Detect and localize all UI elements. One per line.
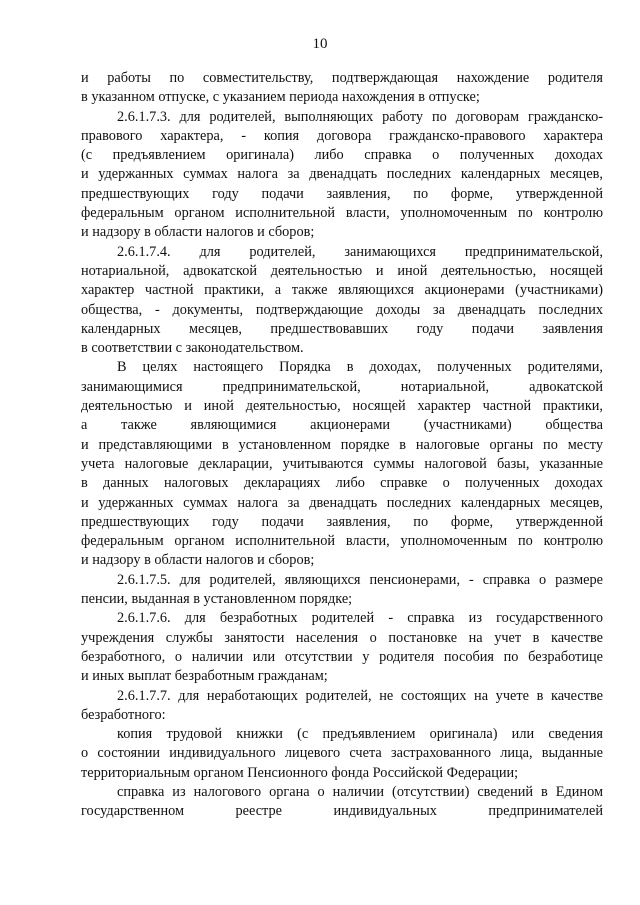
text-line: федеральным органом исполнительной власти, уполномоченным по контролю xyxy=(81,533,603,550)
text-line: безработного: xyxy=(81,706,166,723)
text-line: учреждения службы занятости населения о постановке на учет в качестве xyxy=(81,629,603,646)
text-line: 2.6.1.7.3. для родителей, выполняющих работу по договорам гражданско- xyxy=(117,108,603,125)
page-number: 10 xyxy=(312,36,328,52)
text-line: и удержанных суммах налога за двенадцать последних календарных месяцев, xyxy=(81,494,603,511)
text-line: в соответствии с законодательством. xyxy=(81,340,304,357)
text-line: справка из налогового органа о наличии (отсутствии) сведений в Едином xyxy=(117,783,603,800)
text-line: о состоянии индивидуального лицевого счета застрахованного лица, выданные xyxy=(81,745,603,762)
text-line: правового характера, - копия договора гражданско-правового характера xyxy=(81,127,603,144)
text-line: 2.6.1.7.5. для родителей, являющихся пенсионерами, - справка о размере xyxy=(117,571,603,588)
text-line: нотариальной, адвокатской деятельностью и иной деятельностью, носящей xyxy=(81,262,603,279)
text-line: деятельностью и иной деятельностью, носящей характер частной практики, xyxy=(81,398,603,415)
text-line: и иных выплат безработным гражданам; xyxy=(81,668,328,685)
text-line: в указанном отпуске, с указанием периода нахождения в отпуске; xyxy=(81,89,480,106)
text-line: занимающимися предпринимательской, нотариальной, адвокатской xyxy=(81,378,603,395)
text-line: и надзору в области налогов и сборов; xyxy=(81,224,315,241)
text-line: территориальным органом Пенсионного фонда Российской Федерации; xyxy=(81,764,519,781)
text-line: и работы по совместительству, подтверждающая нахождение родителя xyxy=(81,70,603,86)
text-line: предшествующих году подачи заявления, по форме, утвержденной xyxy=(81,513,603,530)
text-line: 2.6.1.7.6. для безработных родителей - справка из государственного xyxy=(117,610,603,627)
text-line: 2.6.1.7.4. для родителей, занимающихся предпринимательской, xyxy=(117,243,603,260)
text-line: и представляющими в установленном порядке в налоговые органы по месту xyxy=(81,436,603,453)
text-line: пенсии, выданная в установленном порядке; xyxy=(81,591,353,608)
text-line: В целях настоящего Порядка в доходах, полученных родителями, xyxy=(117,359,603,376)
text-line: календарных месяцев, предшествовавших году подачи заявления xyxy=(81,320,603,337)
text-line: государственном реестре индивидуальных предпринимателей xyxy=(81,803,603,820)
text-line: (с предъявлением оригинала) либо справка о полученных доходах xyxy=(81,147,603,164)
text-line: учета налоговые декларации, учитываются суммы налоговой базы, указанные xyxy=(81,455,603,472)
text-line: федеральным органом исполнительной власти, уполномоченным по контролю xyxy=(81,205,603,222)
text-line: и надзору в области налогов и сборов; xyxy=(81,552,315,569)
text-line: копия трудовой книжки (с предъявлением оригинала) или сведения xyxy=(117,726,603,743)
text-line: общества, - документы, подтверждающие доходы за двенадцать последних xyxy=(81,301,603,318)
text-line: а также являющимися акционерами (участниками) общества xyxy=(81,417,603,434)
text-line: и удержанных суммах налога за двенадцать последних календарных месяцев, xyxy=(81,166,603,183)
text-line: в данных налоговых декларациях либо справке о полученных доходах xyxy=(81,475,603,492)
text-line: предшествующих году подачи заявления, по форме, утвержденной xyxy=(81,185,603,202)
document-body xyxy=(81,69,603,822)
text-line: 2.6.1.7.7. для неработающих родителей, не состоящих на учете в качестве xyxy=(117,687,603,704)
text-line: безработного, о наличии или отсутствии у родителя пособия по безработице xyxy=(81,648,603,665)
text-line: характер частной практики, а также являющихся акционерами (участниками) xyxy=(81,282,603,299)
